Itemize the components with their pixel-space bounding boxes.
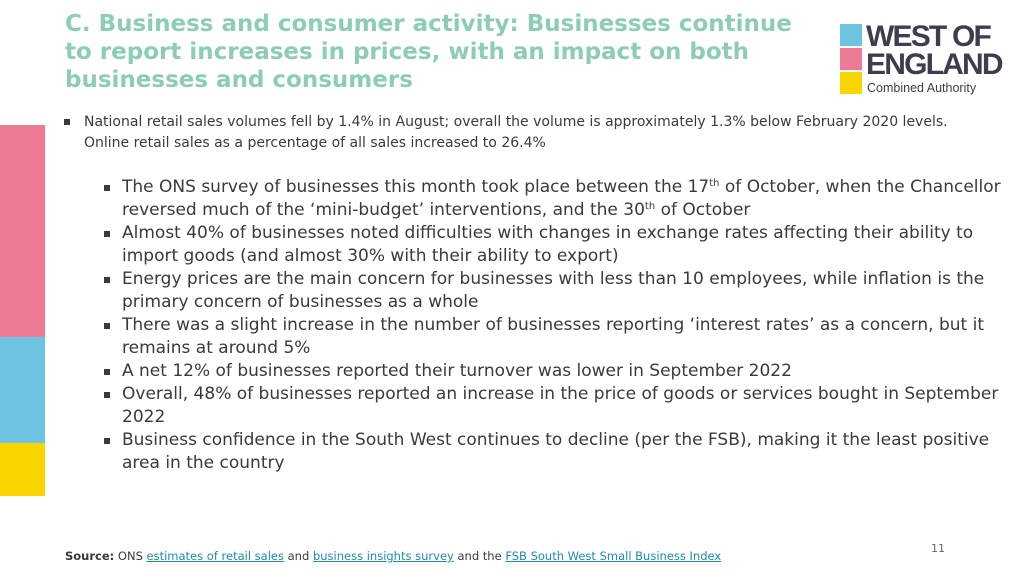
decor-bar-blue xyxy=(0,337,45,443)
list-item xyxy=(102,383,1007,429)
list-item xyxy=(102,176,1007,222)
logo-text-line3: Combined Authority xyxy=(867,81,977,95)
logo-square-yellow xyxy=(840,72,862,94)
list-item xyxy=(102,429,1007,475)
source-footnote xyxy=(65,548,721,564)
bullet-text: There was a slight increase in the number of businesses reporting ‘interest rates’ as a concern, but it remains at around 5% xyxy=(122,315,985,358)
list-item xyxy=(102,268,1007,314)
list-item xyxy=(102,314,1007,360)
bullet-square-icon xyxy=(104,185,110,191)
source-label: Source: xyxy=(65,549,115,563)
superscript: th xyxy=(709,178,720,189)
bullet-text: Almost 40% of businesses noted difficulties with changes in exchange rates affecting their ability to import goods (and almost 30% with their ability to export) xyxy=(122,223,974,266)
decor-bar-yellow xyxy=(0,443,45,496)
bullet-text: of October xyxy=(655,200,751,220)
logo-text-line1: WEST OF xyxy=(866,20,991,53)
link-business-insights[interactable]: business insights survey xyxy=(312,549,454,563)
list-item xyxy=(102,360,1007,383)
source-text: ONS xyxy=(114,549,147,563)
bullet-text: Business confidence in the South West continues to decline (per the FSB), making it the least positive area in the country xyxy=(122,430,990,473)
list-item xyxy=(102,222,1007,268)
logo-text-line2: ENGLAND xyxy=(866,48,1002,81)
slide-title: C. Business and consumer activity: Businesses continue to report increases in prices, with an impact on both businesses and consumers xyxy=(65,11,792,93)
logo-square-pink xyxy=(840,48,862,70)
intro-text: National retail sales volumes fell by 1.4% in August; overall the volume is approximately 1.3% below February 2020 levels. Online retail sales as a percentage of all sales increased to 26.4% xyxy=(84,114,948,151)
bullet-list xyxy=(102,176,1007,475)
superscript: th xyxy=(644,201,656,212)
bullet-square-icon xyxy=(104,438,110,444)
bullet-square-icon xyxy=(104,369,110,375)
bullet-square-icon xyxy=(64,119,70,125)
west-of-england-logo xyxy=(840,20,1010,98)
bullet-square-icon xyxy=(104,323,110,329)
bullet-text: of October, when the Chancellor reversed much of the ‘mini-budget’ interventions, and the 30 xyxy=(122,177,1001,220)
intro-bullet xyxy=(64,112,984,154)
bullet-square-icon xyxy=(104,277,110,283)
source-text: and the xyxy=(453,549,506,563)
page-number: 11 xyxy=(931,542,945,555)
bullet-square-icon xyxy=(104,231,110,237)
bullet-square-icon xyxy=(104,392,110,398)
bullet-text: A net 12% of businesses reported their turnover was lower in September 2022 xyxy=(122,361,792,381)
link-retail-sales[interactable]: estimates of retail sales xyxy=(146,549,284,563)
decor-bar-pink xyxy=(0,125,45,337)
logo-square-blue xyxy=(840,24,862,46)
bullet-text: Energy prices are the main concern for businesses with less than 10 employees, while inflation is the primary concern of businesses as a whole xyxy=(122,269,985,312)
bullet-text: The ONS survey of businesses this month took place between the 17 xyxy=(122,177,710,197)
link-fsb-index[interactable]: FSB South West Small Business Index xyxy=(505,549,722,563)
bullet-text: Overall, 48% of businesses reported an increase in the price of goods or services bought in September 2022 xyxy=(122,384,999,427)
source-text: and xyxy=(283,549,313,563)
